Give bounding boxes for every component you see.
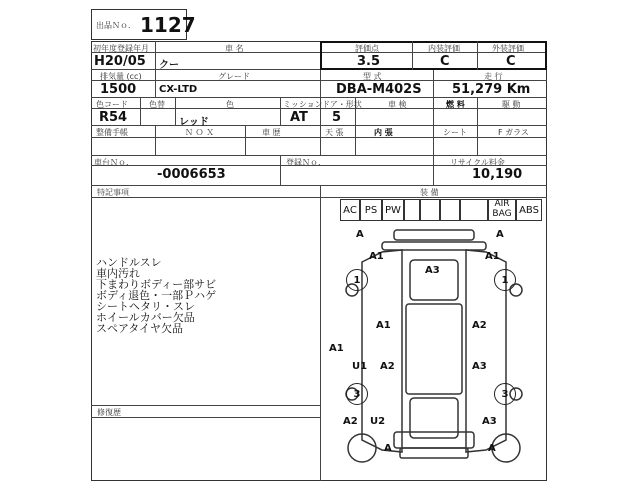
disp-value: 1500 [100,82,137,97]
repair-label: 修復歴 [97,408,121,417]
nox-label: Ｎ Ｏ Ｘ [185,128,215,137]
car-label: 車 名 [225,44,244,53]
circle-rear-right: 3 [494,383,516,405]
grade-label: グレード [218,72,250,81]
mark-front-left: A [356,229,364,240]
exterior-value: C [506,54,516,69]
equipment-label: 装 備 [420,188,439,197]
drive-label: 駆 動 [502,100,521,109]
colorchange-label: 色替 [149,100,165,109]
interior-trim-label: 内 張 [374,128,393,137]
disp-label: 排気量 (cc) [100,72,142,81]
inspection-label: 車 検 [388,100,407,109]
colorcode-label: 色コード [96,100,128,109]
car-value: クー [159,60,179,71]
chassis-value: -0006653 [157,167,226,182]
note-line: 下まわりボディー部サビ [96,278,217,291]
note-line: 車内汚れ [96,267,140,280]
exterior-label: 外装評価 [492,44,524,53]
circle-front-right: 1 [494,269,516,291]
doors-label: ドア・形状 [322,100,362,109]
note-line: ホイールカバー欠品 [96,311,195,324]
note-line: ボディ退色・一部Ｐハゲ [96,289,217,302]
mileage-value: 51,279 Km [452,82,531,97]
fglass-label: F ガラス [498,128,529,137]
interior-label: 内装評価 [428,44,460,53]
note-line: シートヘタリ・スレ [96,300,195,313]
equip-pw: PW [385,205,401,216]
chassis-label: 車台Ｎｏ． [94,158,134,167]
score-label: 評価点 [355,44,379,53]
regno-label: 登録Ｎｏ． [286,158,326,167]
mark-fender-left: A1 [369,251,384,262]
mark-hood: A3 [425,265,440,276]
mark-door-right: A2 [472,320,487,331]
equip-ps: PS [364,205,378,216]
lot-box [91,9,196,40]
color-value: レッド [179,117,209,128]
circle-rear-left: 3 [346,383,368,405]
headliner-label: 天 張 [325,128,344,137]
mark-rear-right: A3 [482,416,497,427]
seat-label: シート [443,128,467,137]
mark-rear-door-right: A3 [472,361,487,372]
mark-fender-right: A1 [485,251,500,262]
mark-side-left: A1 [329,343,344,354]
mark-door-left: A1 [376,320,391,331]
notes-label: 特記事項 [97,188,129,197]
recycle-label: リサイクル料金 [450,158,505,167]
mileage-label: 走 行 [484,72,503,81]
fuel-label: 燃 料 [446,100,465,109]
model-value: DBA-M402S [336,82,422,97]
mark-sill-left: U1 [352,361,368,372]
mark-front-right: A [496,229,504,240]
reg-value: H20/05 [94,54,146,69]
grade-value: CX-LTD [159,84,198,95]
lot-number: 1127 [140,13,196,37]
note-line: スペアタイヤ欠品 [96,322,184,335]
manual-label: 整備手帳 [96,128,128,137]
reg-label: 初年度登録年月 [93,44,149,53]
circle-front-left: 1 [346,269,368,291]
mark-rear-door-left: A2 [380,361,395,372]
car-diagram [322,222,546,480]
colorcode-value: R54 [99,110,128,125]
mission-value: AT [290,110,308,125]
model-label: 型 式 [363,72,382,81]
mission-label: ミッション [283,100,323,109]
score-value: 3.5 [357,54,381,69]
mark-rear-left: A2 [343,416,358,427]
equip-airbag: AIR BAG [492,199,512,219]
note-line: ハンドルスレ [96,256,162,269]
color-label: 色 [226,100,234,109]
mark-rear-center: U2 [370,416,386,427]
lot-label: 出品Ｎｏ． [96,21,136,30]
doors-value: 5 [332,110,342,125]
history-label: 車 歴 [262,128,281,137]
recycle-value: 10,190 [472,167,523,182]
equip-ac: AC [343,205,357,216]
mark-bottom-left: A [384,443,392,454]
mark-bottom-right: A [488,443,496,454]
interior-value: C [440,54,450,69]
equip-abs: ABS [519,205,539,216]
